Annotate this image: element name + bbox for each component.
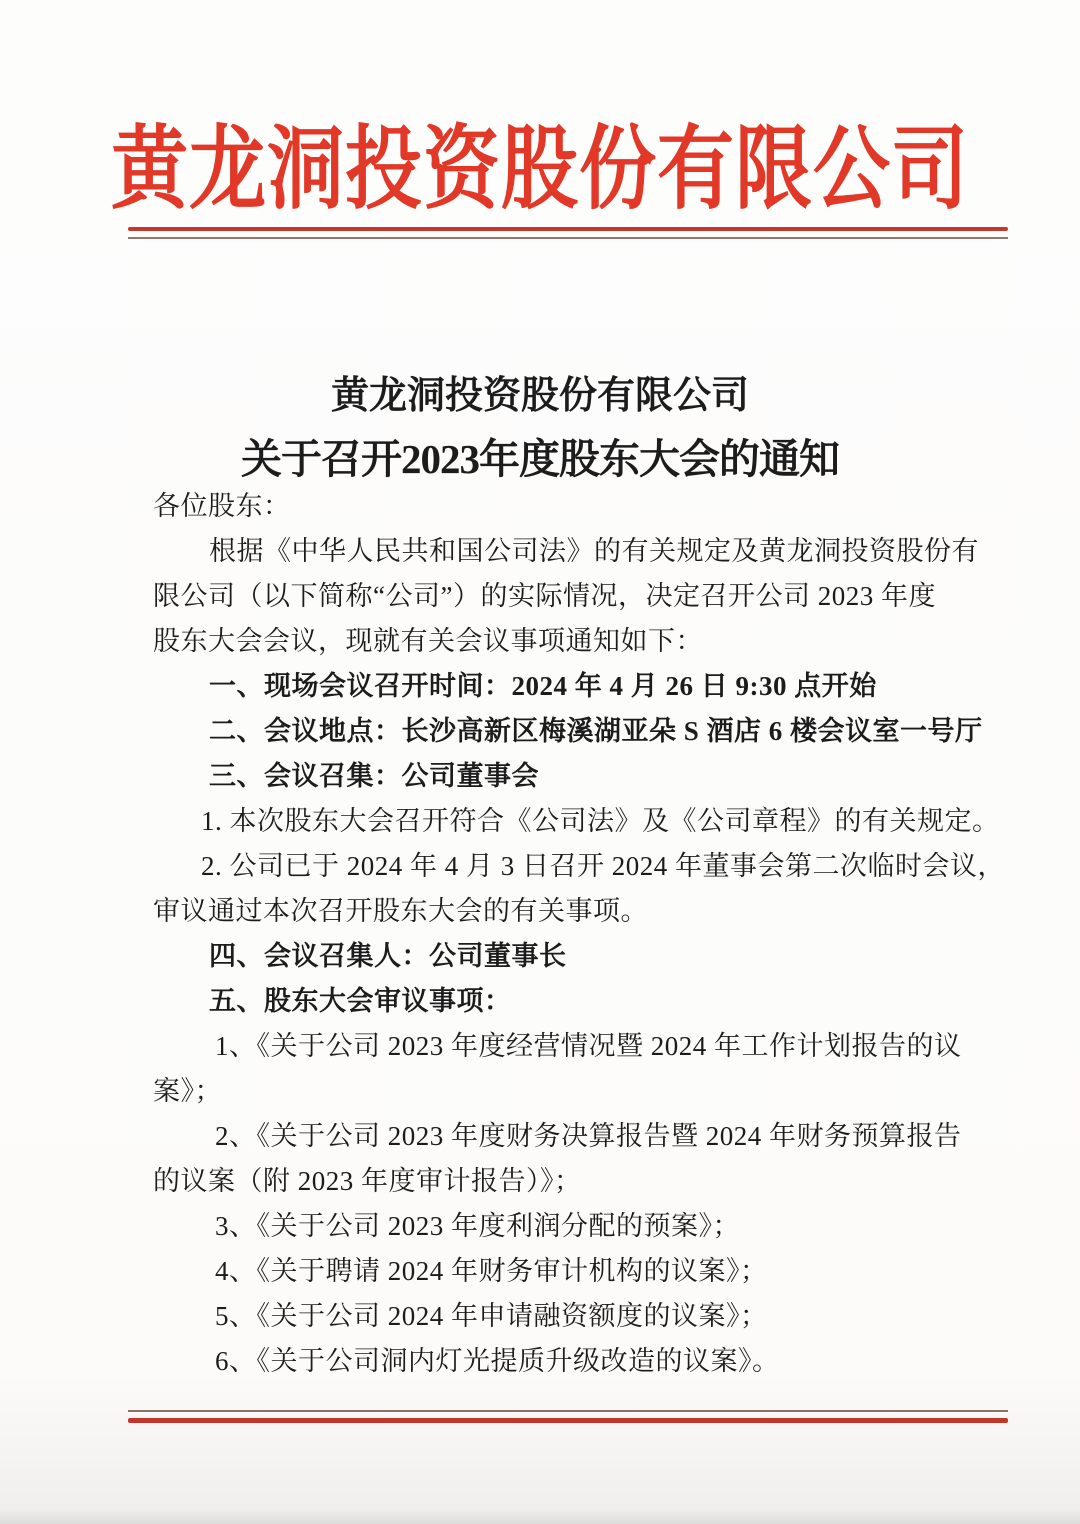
agenda-item-1-cont: 案》；: [153, 1076, 222, 1106]
section-heading-agenda: 五、股东大会审议事项：: [209, 986, 512, 1016]
document-title-company: 黄龙洞投资股份有限公司: [330, 375, 749, 417]
doc-line: 2. 公司已于 2024 年 4 月 3 日召开 2024 年董事会第二次临时会议，: [201, 851, 1005, 881]
company-letterhead: 黄龙洞投资股份有限公司: [111, 118, 969, 220]
agenda-item-4: 4、《关于聘请 2024 年财务审计机构的议案》；: [215, 1256, 768, 1286]
letterhead-divider-thick: [128, 227, 1008, 231]
document-body: [153, 484, 1005, 1384]
doc-line: 限公司（以下简称“公司”）的实际情况，决定召开公司 2023 年度: [153, 581, 936, 611]
footer-divider-thick: [128, 1418, 1008, 1423]
agenda-item-2: 2、《关于公司 2023 年度财务决算报告暨 2024 年财务预算报告: [215, 1121, 962, 1151]
doc-line: 1. 本次股东大会召开符合《公司法》及《公司章程》的有关规定。: [201, 806, 1000, 836]
doc-line: 股东大会会议，现就有关会议事项通知如下：: [153, 626, 703, 656]
agenda-item-2-cont: 的议案（附 2023 年度审计报告）》；: [153, 1166, 582, 1196]
footer-divider-thin: [128, 1410, 1008, 1412]
section-heading-chair: 四、会议召集人：公司董事长: [209, 941, 567, 971]
section-heading-convener: 三、会议召集：公司董事会: [209, 761, 539, 791]
doc-line: 根据《中华人民共和国公司法》的有关规定及黄龙洞投资股份有: [209, 536, 979, 566]
section-heading-time: 一、现场会议召开时间：2024 年 4 月 26 日 9:30 点开始: [209, 671, 877, 701]
salutation-line: 各位股东：: [153, 491, 291, 521]
agenda-item-5: 5、《关于公司 2024 年申请融资额度的议案》；: [215, 1301, 768, 1331]
agenda-item-1: 1、《关于公司 2023 年度经营情况暨 2024 年工作计划报告的议: [215, 1031, 962, 1061]
doc-line: 审议通过本次召开股东大会的有关事项。: [153, 896, 648, 926]
document-title-subject: 关于召开2023年度股东大会的通知: [241, 436, 839, 482]
section-heading-venue: 二、会议地点：长沙高新区梅溪湖亚朵 S 酒店 6 楼会议室一号厅: [209, 716, 983, 746]
agenda-item-6: 6、《关于公司洞内灯光提质升级改造的议案》。: [215, 1346, 780, 1376]
agenda-item-3: 3、《关于公司 2023 年度利润分配的预案》；: [215, 1211, 740, 1241]
letterhead-divider-thin: [128, 237, 1008, 239]
